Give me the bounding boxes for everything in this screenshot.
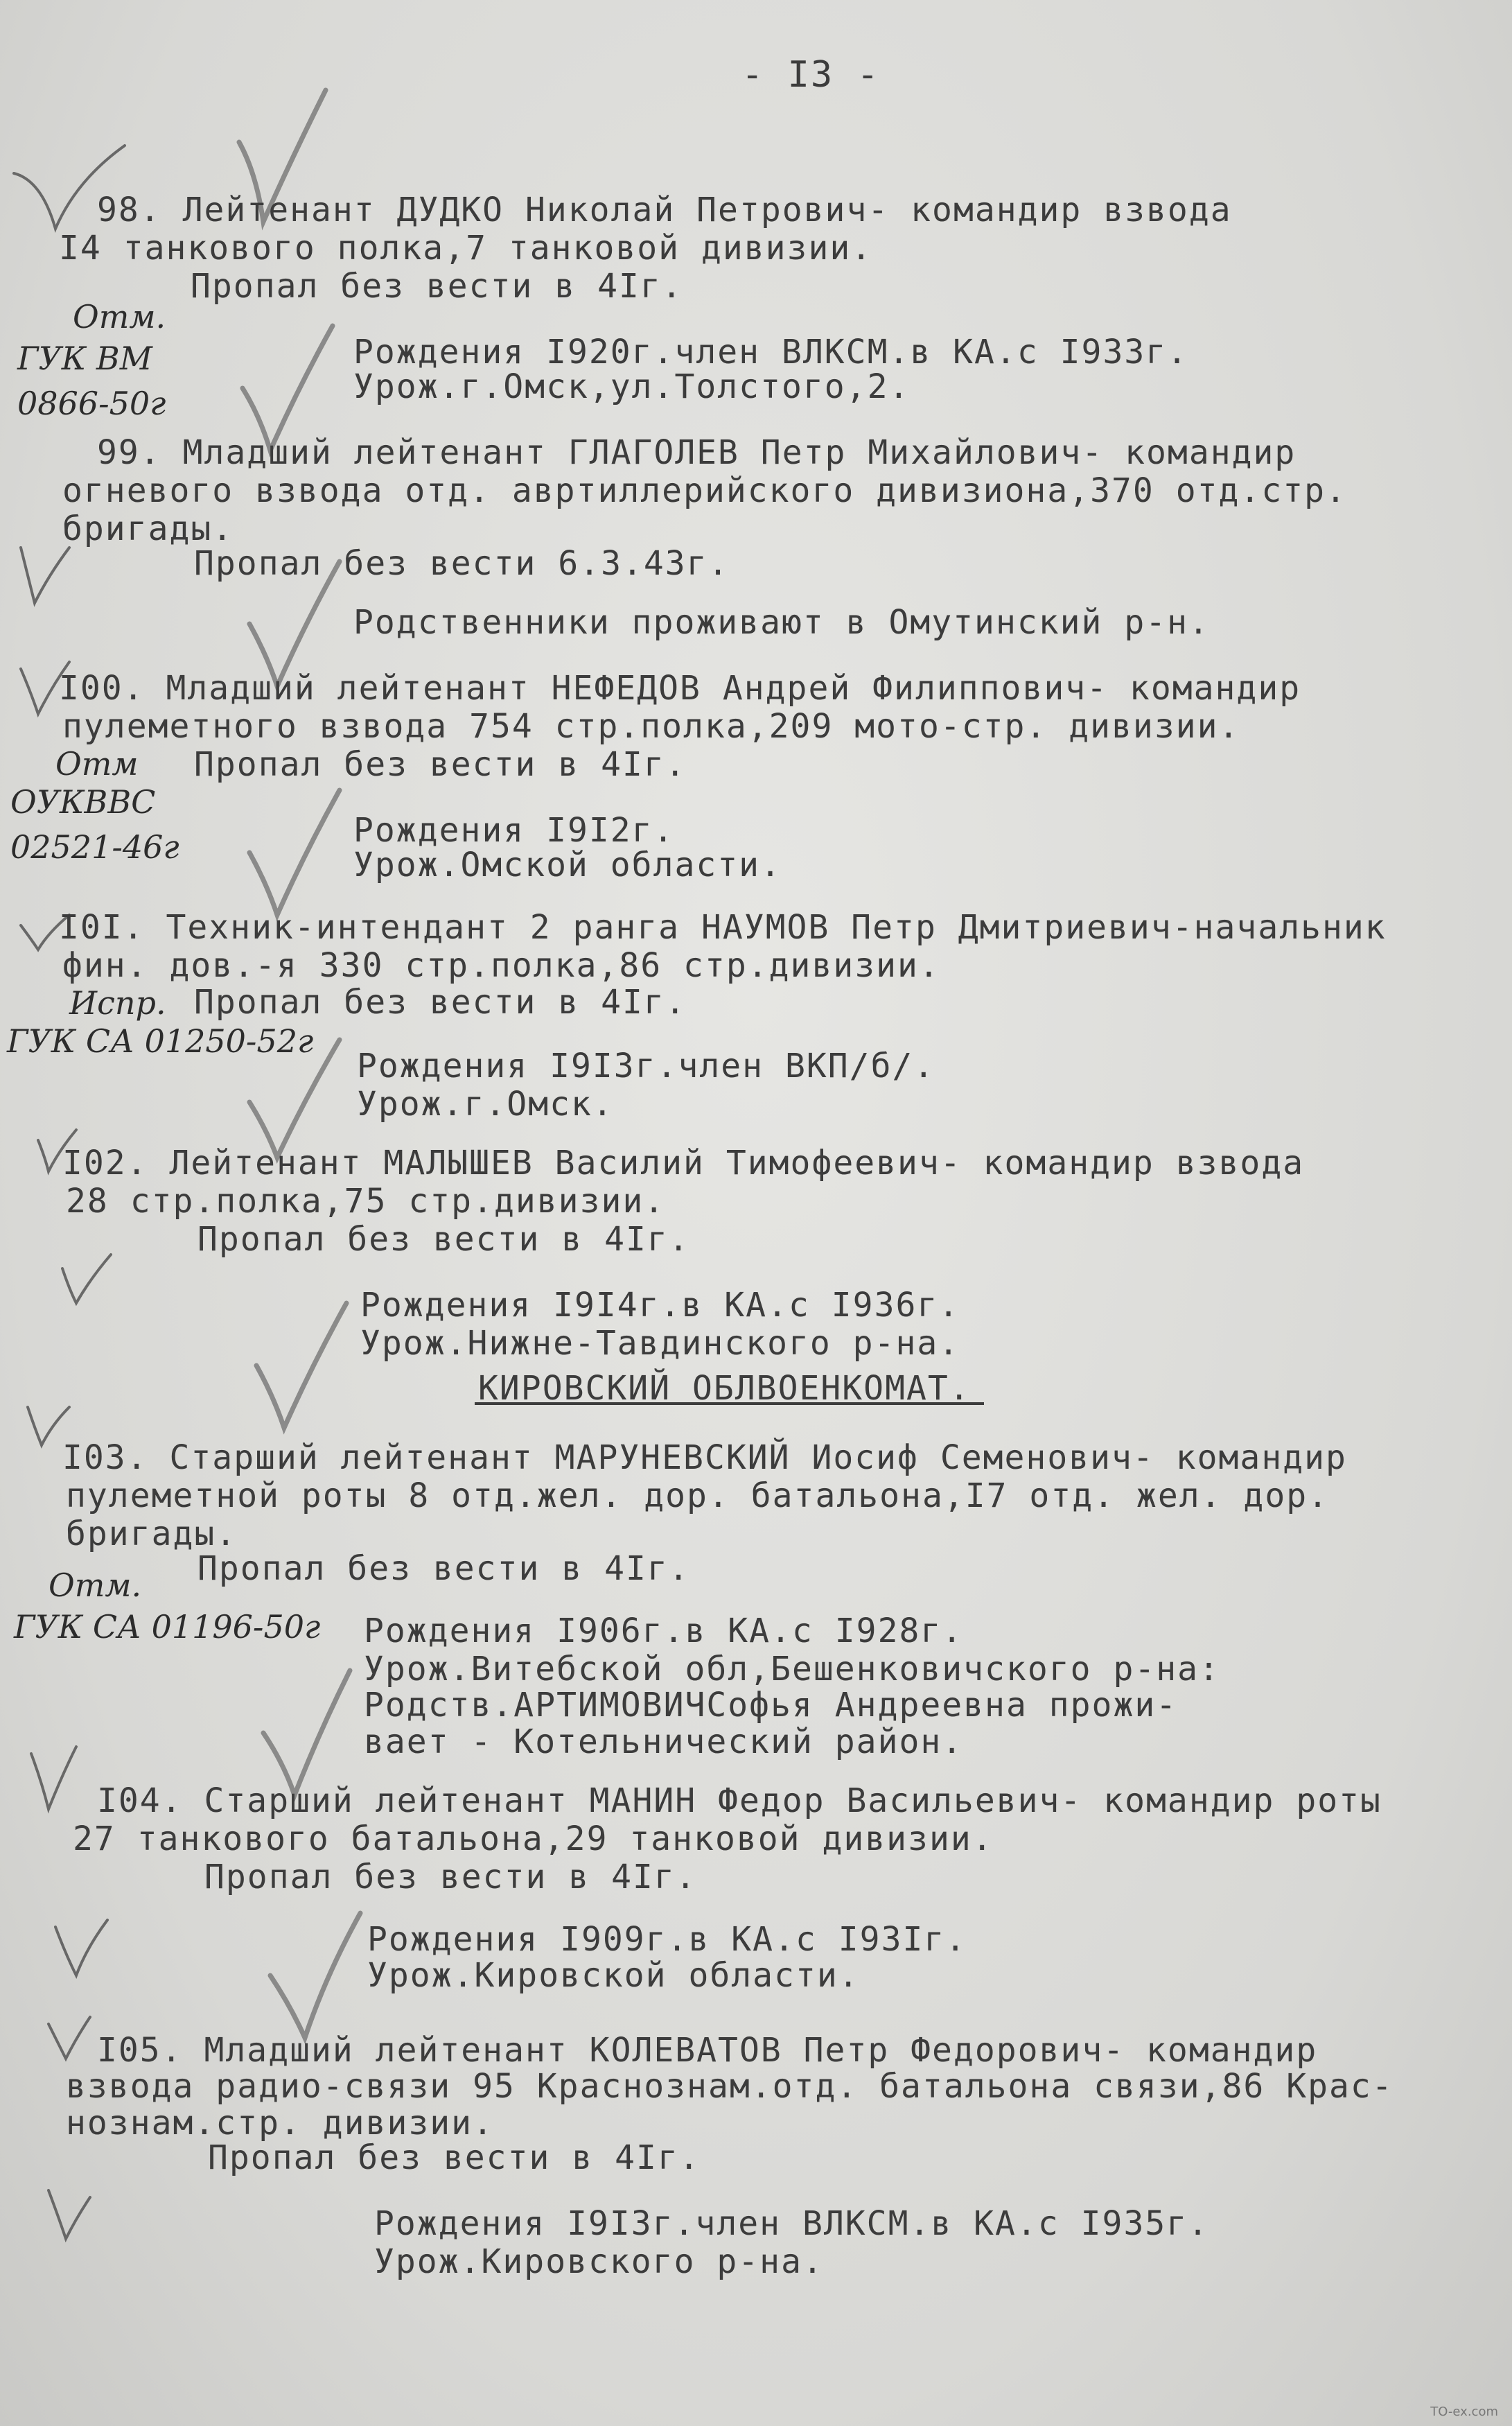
entry-103-line-3: бригады.: [66, 1515, 238, 1553]
entry-99-line-5: Родственники проживают в Омутинский р-н.: [353, 603, 1210, 642]
entry-102-line-2: 28 стр.полка,75 стр.дивизии.: [66, 1182, 666, 1221]
entry-100-line-4: Рождения I9I2г.: [353, 811, 675, 850]
entry-99-line-2: огневого взвода отд. авртиллерийского дивизиона,370 отд.стр.: [62, 471, 1347, 510]
entry-105-line-4: Пропал без вести в 4Iг.: [208, 2138, 701, 2177]
entry-102-line-5: Урож.Нижне-Тавдинского р-на.: [360, 1324, 960, 1363]
entry-103-line-1: I03. Старший лейтенант МАРУНЕВСКИЙ Иосиф Семенович- командир: [62, 1438, 1347, 1477]
entry-102-line-3: Пропал без вести в 4Iг.: [197, 1220, 690, 1259]
handwritten-note-4-line-2: ГУК СА 01196-50г: [14, 1608, 321, 1646]
entry-99-line-3: бригады.: [62, 509, 234, 548]
entry-103-line-4: Пропал без вести в 4Iг.: [197, 1549, 690, 1588]
entry-105-line-3: нознам.стр. дивизии.: [66, 2104, 494, 2143]
entry-98-line-3: Пропал без вести в 4Iг.: [191, 267, 683, 306]
entry-104-line-4: Рождения I909г.в КА.с I93Iг.: [367, 1920, 967, 1959]
entry-104-line-2: 27 танкового батальона,29 танковой дивизии.: [73, 1820, 994, 1858]
entry-103-line-6: Урож.Витебской обл,Бешенковичского р-на:: [364, 1650, 1220, 1688]
margin-check-icon: [62, 1255, 111, 1303]
check-mark-icon: [263, 1670, 350, 1795]
entry-105-line-2: взвода радио-связи 95 Краснознам.отд. батальона связи,86 Крас-: [66, 2067, 1394, 2106]
entry-99-line-4: Пропал без вести 6.3.43г.: [194, 544, 730, 583]
entry-102-line-1: I02. Лейтенант МАЛЫШЕВ Василий Тимофеевич- командир взвода: [62, 1144, 1305, 1183]
entry-98-line-1: 98. Лейтенант ДУДКО Николай Петрович- командир взвода: [97, 191, 1232, 229]
entry-98-line-2: I4 танкового полка,7 танковой дивизии.: [59, 229, 873, 268]
entry-105-line-1: I05. Младший лейтенант КОЛЕВАТОВ Петр Федорович- командир: [97, 2031, 1318, 2070]
margin-check-icon: [31, 1747, 76, 1809]
entry-100-line-2: пулеметного взвода 754 стр.полка,209 мото-стр. дивизии.: [62, 707, 1240, 746]
entry-98-line-5: Урож.г.Омск,ул.Толстого,2.: [353, 367, 911, 406]
margin-check-icon: [21, 548, 69, 603]
handwritten-note-1-line-1: Отм.: [73, 298, 166, 335]
entry-103-line-5: Рождения I906г.в КА.с I928г.: [364, 1612, 964, 1650]
entry-104-line-3: Пропал без вести в 4Iг.: [204, 1858, 697, 1896]
margin-check-icon: [55, 1920, 107, 1975]
entry-103-line-7: Родств.АРТИМОВИЧСофья Андреевна прожи-: [364, 1686, 1178, 1725]
entry-98-line-4: Рождения I920г.член ВЛКСМ.в КА.с I933г.: [353, 333, 1189, 372]
entry-105-line-5: Рождения I9I3г.член ВЛКСМ.в КА.с I935г.: [374, 2204, 1210, 2243]
margin-check-icon: [49, 2017, 90, 2059]
entry-101-line-5: Урож.г.Омск.: [357, 1085, 614, 1124]
entry-100-line-3: Пропал без вести в 4Iг.: [194, 745, 687, 784]
check-mark-icon: [256, 1303, 346, 1428]
entry-100-line-1: I00. Младший лейтенант НЕФЕДОВ Андрей Филиппович- командир: [59, 669, 1301, 708]
page-number: - I3 -: [741, 54, 880, 96]
watermark: TO-ex.com: [1430, 2405, 1498, 2419]
entry-102-line-4: Рождения I9I4г.в КА.с I936г.: [360, 1286, 960, 1325]
handwritten-note-3-line-2: ГУК СА 01250-52г: [7, 1022, 314, 1060]
entry-101-line-4: Рождения I9I3г.член ВКП/б/.: [357, 1047, 935, 1085]
check-mark-icon: [249, 790, 340, 915]
entry-105-line-6: Урож.Кировского р-на.: [374, 2242, 824, 2281]
check-mark-icon: [270, 1913, 360, 2038]
entry-101-line-1: I0I. Техник-интендант 2 ранга НАУМОВ Петр Дмитриевич-начальник: [59, 908, 1387, 947]
entry-103-line-2: пулеметной роты 8 отд.жел. дор. батальона,I7 отд. жел. дор.: [66, 1476, 1330, 1515]
handwritten-note-1-line-3: 0866-50г: [17, 385, 166, 422]
entry-101-line-2: фин. дов.-я 330 стр.полка,86 стр.дивизии.: [62, 946, 940, 985]
handwritten-note-2-line-2: ОУКВВС: [10, 783, 156, 821]
check-mark-icon: [243, 326, 333, 451]
margin-check-icon: [49, 2190, 90, 2239]
handwritten-note-2-line-1: Отм: [55, 745, 139, 783]
entry-101-line-3: Пропал без вести в 4Iг.: [194, 983, 687, 1022]
entry-100-line-5: Урож.Омской области.: [353, 846, 782, 884]
handwritten-note-2-line-3: 02521-46г: [10, 828, 179, 866]
handwritten-note-3-line-1: Испр.: [69, 984, 166, 1022]
entry-104-line-1: I04. Старший лейтенант МАНИН Федор Васильевич- командир роты: [97, 1781, 1382, 1820]
entry-103-line-8: вает - Котельнический район.: [364, 1722, 964, 1761]
entry-104-line-5: Урож.Кировской области.: [367, 1956, 860, 1995]
handwritten-note-4-line-1: Отм.: [49, 1567, 142, 1604]
section-heading: КИРОВСКИЙ ОБЛВОЕНКОМАТ.: [478, 1369, 971, 1408]
entry-99-line-1: 99. Младший лейтенант ГЛАГОЛЕВ Петр Михайлович- командир: [97, 433, 1296, 472]
handwritten-note-1-line-2: ГУК ВМ: [17, 340, 152, 377]
